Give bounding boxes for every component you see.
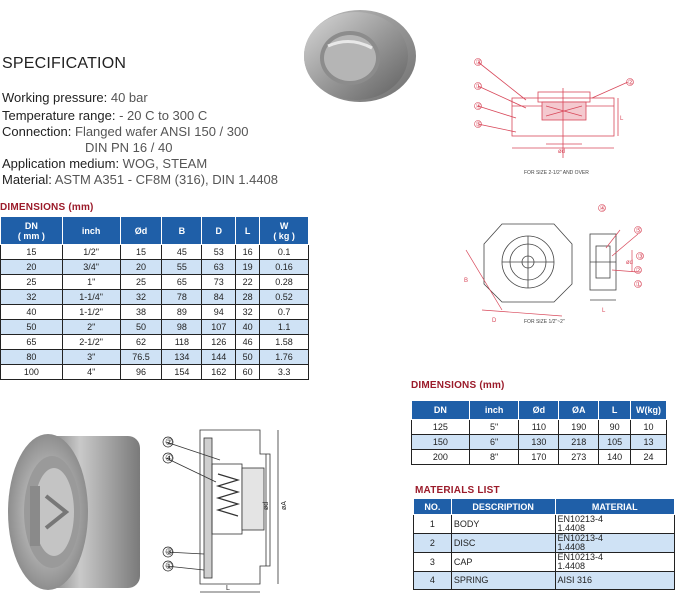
header-l: L [599,401,631,420]
table-row [414,534,675,553]
table-cell: 140 [599,450,631,465]
table-cell: 6" [469,435,519,450]
table-cell: 4" [62,365,120,380]
spec-working-pressure: Working pressure: 40 bar [2,90,148,105]
drawing-section-large [468,58,658,180]
table-row [414,553,675,572]
header-w: W ( kg ) [260,217,309,245]
table-cell: 1/2" [62,245,120,260]
materials-title: MATERIALS LIST [415,485,500,496]
svg-text:①: ① [475,83,482,91]
valve-photo-bottom [0,426,150,598]
table-cell: 65 [162,275,202,290]
header-description: DESCRIPTION [451,499,555,515]
table-cell: 73 [202,275,236,290]
table-cell: 162 [202,365,236,380]
table-cell: 19 [236,260,260,275]
table-cell: 3" [62,350,120,365]
svg-text:④: ④ [165,453,174,463]
table-cell: 150 [412,435,470,450]
svg-text:②: ② [635,267,642,275]
svg-text:D: D [492,318,497,324]
material-no: 3 [414,553,452,572]
table-cell: 190 [559,420,599,435]
table-cell: 15 [120,245,162,260]
dimensions-table-2 [411,400,667,465]
table-cell: 1.1 [260,320,309,335]
svg-text:ød: ød [263,501,270,510]
table-row [1,260,309,275]
table-cell: 130 [519,435,559,450]
table-cell: 0.7 [260,305,309,320]
table-cell: 126 [202,335,236,350]
materials-table [413,498,675,590]
table-row [412,420,667,435]
table-cell: 170 [519,450,559,465]
table-cell: 1-1/4" [62,290,120,305]
dimensions-table-1 [0,216,309,380]
table-cell: 28 [236,290,260,305]
caption-mid: FOR SIZE 1/2"~2" [524,319,565,325]
material-description: SPRING [451,572,555,590]
table-cell: 5" [469,420,519,435]
svg-text:ød: ød [626,260,634,266]
table-cell: 154 [162,365,202,380]
table-cell: 89 [162,305,202,320]
table-cell: 50 [236,350,260,365]
table-cell: 40 [236,320,260,335]
header-material: MATERIAL [555,499,674,515]
table-cell: 65 [1,335,63,350]
table-cell: 13 [631,435,667,450]
table-cell: 20 [120,260,162,275]
material-spec [555,572,674,590]
dimensions-title-1: DIMENSIONS (mm) [0,202,94,213]
table-cell: 200 [412,450,470,465]
spec-connection: Connection: Flanged wafer ANSI 150 / 300 [2,124,249,139]
table-cell: 0.1 [260,245,309,260]
table-cell: 94 [202,305,236,320]
spec-connection-din: DIN PN 16 / 40 [85,140,173,155]
material-spec-line-1: EN10213-4 [557,514,604,524]
table-cell: 32 [1,290,63,305]
table-cell: 107 [202,320,236,335]
table-row [1,290,309,305]
svg-text:⑤: ⑤ [635,227,642,235]
material-description: BODY [451,515,555,534]
header-no: NO. [414,499,452,515]
svg-text:④: ④ [475,103,482,111]
material-spec-line-1: EN10213-4 [557,533,604,543]
svg-text:L: L [602,308,606,314]
spec-application-medium: Application medium: WOG, STEAM [2,156,208,171]
table-cell: 218 [559,435,599,450]
table-cell: 10 [631,420,667,435]
table-cell: 15 [1,245,63,260]
header-inch: inch [62,217,120,245]
table-cell: 40 [1,305,63,320]
material-spec [555,553,674,572]
table-cell: 1.76 [260,350,309,365]
header-d: Ød [519,401,559,420]
table-row [1,335,309,350]
material-spec-line-2: 1.4408 [557,561,586,571]
table-cell: 98 [162,320,202,335]
svg-text:B: B [464,278,469,284]
table-cell: 2" [62,320,120,335]
svg-text:④: ④ [599,205,606,213]
table-cell: 125 [412,420,470,435]
table-cell: 32 [120,290,162,305]
table-cell: 144 [202,350,236,365]
table-cell: 16 [236,245,260,260]
table-cell: 1" [62,275,120,290]
header-dn: DN ( mm ) [1,217,63,245]
table-row [412,435,667,450]
table-cell: 84 [202,290,236,305]
header-inch: inch [469,401,519,420]
table-cell: 78 [162,290,202,305]
table-cell: 105 [599,435,631,450]
svg-text:L: L [226,585,230,592]
svg-text:③: ③ [165,547,174,557]
svg-text:②: ② [165,437,174,447]
table-cell: 62 [120,335,162,350]
svg-text:③: ③ [475,59,482,67]
svg-text:①: ① [635,281,642,289]
table-cell: 3.3 [260,365,309,380]
table-row [1,365,309,380]
valve-photo-top [298,6,416,104]
table-row [414,572,675,590]
svg-text:③: ③ [637,253,644,261]
svg-text:⑤: ⑤ [475,121,482,129]
table-cell: 0.16 [260,260,309,275]
header-l: L [236,217,260,245]
table-cell: 20 [1,260,63,275]
material-no: 4 [414,572,452,590]
table-cell: 38 [120,305,162,320]
table-cell: 55 [162,260,202,275]
table-cell: 118 [162,335,202,350]
table-cell: 63 [202,260,236,275]
table-cell: 46 [236,335,260,350]
table-cell: 32 [236,305,260,320]
spec-temperature-range: Temperature range: - 20 C to 300 C [2,108,208,123]
table-cell: 53 [202,245,236,260]
svg-text:L: L [620,116,624,122]
table-cell: 80 [1,350,63,365]
table-cell: 50 [1,320,63,335]
table-row [412,450,667,465]
material-no: 1 [414,515,452,534]
material-spec-line-2: 1.4408 [557,523,586,533]
spec-title: SPECIFICATION [2,55,127,72]
table-row [1,305,309,320]
table-cell: 45 [162,245,202,260]
table-cell: 25 [120,275,162,290]
svg-text:②: ② [627,79,634,87]
table-cell: 1.58 [260,335,309,350]
material-spec-line-1: AISI 316 [557,575,593,585]
table-row [414,515,675,534]
material-no: 2 [414,534,452,553]
table-cell: 1-1/2" [62,305,120,320]
table-cell: 134 [162,350,202,365]
material-spec-line-1: EN10213-4 [557,552,604,562]
header-w: W(kg) [631,401,667,420]
table-row [1,320,309,335]
table-cell: 90 [599,420,631,435]
table-row [1,245,309,260]
drawing-front-small [462,200,662,326]
header-a: ØA [559,401,599,420]
svg-text:øA: øA [281,501,288,510]
table-cell: 273 [559,450,599,465]
material-description: CAP [451,553,555,572]
table-cell: 96 [120,365,162,380]
table-cell: 8" [469,450,519,465]
header-dn: DN [412,401,470,420]
table-cell: 24 [631,450,667,465]
table-cell: 0.52 [260,290,309,305]
table-cell: 25 [1,275,63,290]
header-dd: D [202,217,236,245]
caption-top: FOR SIZE 2-1/2" AND OVER [524,170,589,176]
table-cell: 3/4" [62,260,120,275]
dimensions-title-2: DIMENSIONS (mm) [411,380,505,391]
table-cell: 76.5 [120,350,162,365]
table-cell: 60 [236,365,260,380]
drawing-section-bottom [160,424,310,598]
table-cell: 100 [1,365,63,380]
svg-text:①: ① [165,561,174,571]
svg-text:ød: ød [558,149,566,155]
table-row [1,350,309,365]
table-row [1,275,309,290]
material-spec [555,515,674,534]
header-b: B [162,217,202,245]
material-spec [555,534,674,553]
table-cell: 0.28 [260,275,309,290]
table-cell: 110 [519,420,559,435]
table-cell: 22 [236,275,260,290]
header-d: Ød [120,217,162,245]
table-cell: 2-1/2" [62,335,120,350]
table-cell: 50 [120,320,162,335]
material-spec-line-2: 1.4408 [557,542,586,552]
spec-material: Material: ASTM A351 - CF8M (316), DIN 1.4408 [2,172,279,187]
material-description: DISC [451,534,555,553]
